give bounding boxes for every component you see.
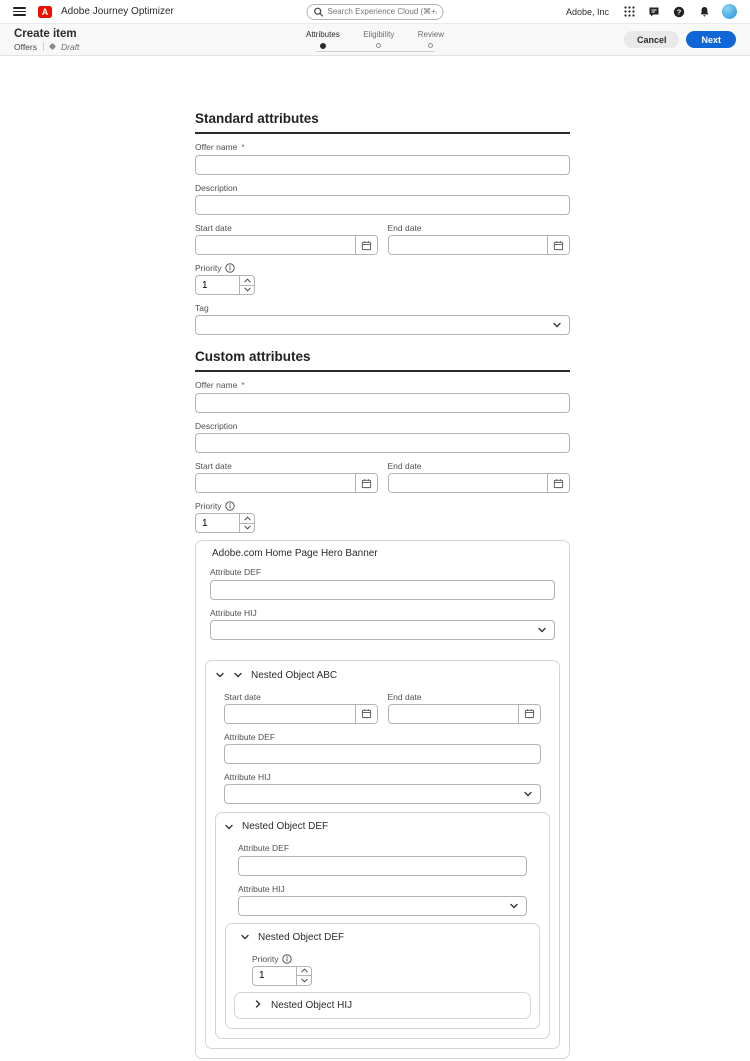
hamburger-menu-icon[interactable] xyxy=(13,7,26,16)
calendar-icon[interactable] xyxy=(547,236,569,254)
step-up-icon[interactable] xyxy=(297,967,311,976)
svg-text:?: ? xyxy=(676,7,682,17)
info-icon[interactable] xyxy=(225,501,235,511)
nested-priority-stepper xyxy=(252,966,312,986)
offer-name-input[interactable] xyxy=(195,155,570,175)
next-button[interactable]: Next xyxy=(686,31,736,48)
step-dot xyxy=(428,43,433,48)
required-asterisk: * xyxy=(241,380,245,390)
chevron-down-icon xyxy=(552,316,562,334)
custom-offer-name-input[interactable] xyxy=(195,393,570,413)
end-date-input[interactable] xyxy=(389,236,548,254)
custom-priority-label: Priority xyxy=(195,501,222,511)
app-title: Adobe Journey Optimizer xyxy=(61,6,174,17)
standard-attributes-heading: Standard attributes xyxy=(195,111,319,126)
custom-end-date-label: End date xyxy=(387,461,422,471)
calendar-icon[interactable] xyxy=(355,474,377,492)
tag-select[interactable] xyxy=(195,315,570,335)
step-up-icon[interactable] xyxy=(240,514,254,523)
calendar-icon[interactable] xyxy=(547,474,569,492)
hero-attribute-def-input[interactable] xyxy=(210,580,555,600)
custom-priority-stepper xyxy=(195,513,255,533)
help-icon[interactable] xyxy=(672,5,686,19)
priority-input[interactable] xyxy=(195,275,240,295)
nested-object-def-outer-box xyxy=(215,812,550,1039)
custom-description-input[interactable] xyxy=(195,433,570,453)
abc-attribute-def-input[interactable] xyxy=(224,744,541,764)
breadcrumb-divider xyxy=(43,42,44,51)
nested-object-abc-title: Nested Object ABC xyxy=(251,669,338,681)
step-dot-filled xyxy=(320,43,326,49)
step-down-icon[interactable] xyxy=(240,285,254,295)
calendar-icon[interactable] xyxy=(355,236,377,254)
info-icon[interactable] xyxy=(282,954,292,964)
custom-start-date-input[interactable] xyxy=(196,474,355,492)
step-up-icon[interactable] xyxy=(240,276,254,285)
status-badge: Draft xyxy=(61,41,80,52)
step-down-icon[interactable] xyxy=(297,975,311,985)
hero-banner-title: Adobe.com Home Page Hero Banner xyxy=(212,548,378,559)
breadcrumb xyxy=(14,42,79,52)
step-eligibility[interactable]: Eligibility xyxy=(363,30,394,49)
section-rule xyxy=(195,132,570,134)
wizard-stepper xyxy=(306,30,444,49)
start-date-label: Start date xyxy=(195,223,232,233)
chevron-down-icon xyxy=(523,785,533,803)
stepper-line xyxy=(316,51,434,52)
nested-priority-label: Priority xyxy=(252,953,279,964)
form-content xyxy=(195,56,570,1059)
feedback-icon[interactable] xyxy=(647,5,661,19)
custom-priority-input[interactable] xyxy=(195,513,240,533)
def-attribute-def-input[interactable] xyxy=(238,856,527,876)
custom-start-date-label: Start date xyxy=(195,461,232,471)
nested-object-hij-box[interactable] xyxy=(234,992,531,1019)
abc-attribute-hij-label: Attribute HIJ xyxy=(224,772,271,782)
nested-priority-input[interactable] xyxy=(252,966,297,986)
description-label: Description xyxy=(195,182,238,193)
abc-end-date-label: End date xyxy=(387,691,422,702)
calendar-icon[interactable] xyxy=(518,705,540,723)
nested-object-def-outer-title: Nested Object DEF xyxy=(242,821,329,832)
abc-start-date-label: Start date xyxy=(224,691,261,702)
nested-object-def-inner-box xyxy=(225,923,540,1029)
apps-grid-icon[interactable] xyxy=(622,5,636,19)
section-rule xyxy=(195,370,570,372)
status-diamond-icon xyxy=(49,43,56,50)
abc-attribute-def-label: Attribute DEF xyxy=(224,731,276,742)
custom-end-date-input[interactable] xyxy=(389,474,548,492)
chevron-down-icon xyxy=(537,621,547,639)
expand-chevron-right-icon[interactable] xyxy=(254,999,262,1012)
def-attribute-hij-select[interactable] xyxy=(238,896,527,916)
step-review[interactable]: Review xyxy=(418,30,444,49)
priority-label: Priority xyxy=(195,263,222,273)
collapse-chevron-down-icon[interactable] xyxy=(240,933,250,941)
abc-end-date-input[interactable] xyxy=(389,705,519,723)
nested-object-hij-title: Nested Object HIJ xyxy=(271,999,353,1011)
nested-object-def-inner-title: Nested Object DEF xyxy=(258,931,345,943)
calendar-icon[interactable] xyxy=(355,705,377,723)
top-navigation-bar xyxy=(0,0,750,24)
nested-object-abc-box xyxy=(205,660,560,1049)
page-header xyxy=(0,24,750,56)
custom-attributes-heading: Custom attributes xyxy=(195,349,311,364)
end-date-label: End date xyxy=(387,223,422,233)
attribute-hij-label: Attribute HIJ xyxy=(210,607,257,618)
def-attribute-def-label: Attribute DEF xyxy=(238,843,290,853)
notifications-bell-icon[interactable] xyxy=(697,5,711,19)
custom-offer-name-label: Offer name xyxy=(195,380,238,390)
description-input[interactable] xyxy=(195,195,570,215)
org-name[interactable]: Adobe, Inc xyxy=(565,6,609,17)
info-icon[interactable] xyxy=(225,263,235,273)
abc-start-date-input[interactable] xyxy=(225,705,355,723)
custom-description-label: Description xyxy=(195,420,238,431)
tag-label: Tag xyxy=(195,303,209,313)
cancel-button[interactable]: Cancel xyxy=(624,31,680,48)
collapse-chevron-down-icon[interactable] xyxy=(233,671,243,679)
chevron-down-icon xyxy=(509,897,519,915)
abc-attribute-hij-select[interactable] xyxy=(224,784,541,804)
required-asterisk: * xyxy=(241,142,245,152)
page-title: Create item xyxy=(14,27,77,40)
attribute-def-label: Attribute DEF xyxy=(210,567,262,577)
user-avatar[interactable] xyxy=(722,4,737,19)
adobe-logo[interactable]: A xyxy=(38,6,52,18)
step-dot xyxy=(376,43,381,48)
global-search[interactable] xyxy=(307,4,444,20)
hero-attribute-hij-select[interactable] xyxy=(210,620,555,640)
offer-name-label: Offer name xyxy=(195,142,238,152)
step-down-icon[interactable] xyxy=(240,523,254,533)
priority-stepper xyxy=(195,275,255,295)
search-input[interactable] xyxy=(328,7,437,16)
step-attributes[interactable]: Attributes xyxy=(306,30,340,49)
def-attribute-hij-label: Attribute HIJ xyxy=(238,883,285,894)
breadcrumb-offers[interactable]: Offers xyxy=(14,41,37,52)
start-date-input[interactable] xyxy=(196,236,355,254)
hero-banner-object-box xyxy=(195,540,570,1059)
search-icon xyxy=(314,7,324,17)
collapse-chevron-down-icon[interactable] xyxy=(224,823,234,831)
collapse-chevron-down-icon[interactable] xyxy=(215,671,225,679)
